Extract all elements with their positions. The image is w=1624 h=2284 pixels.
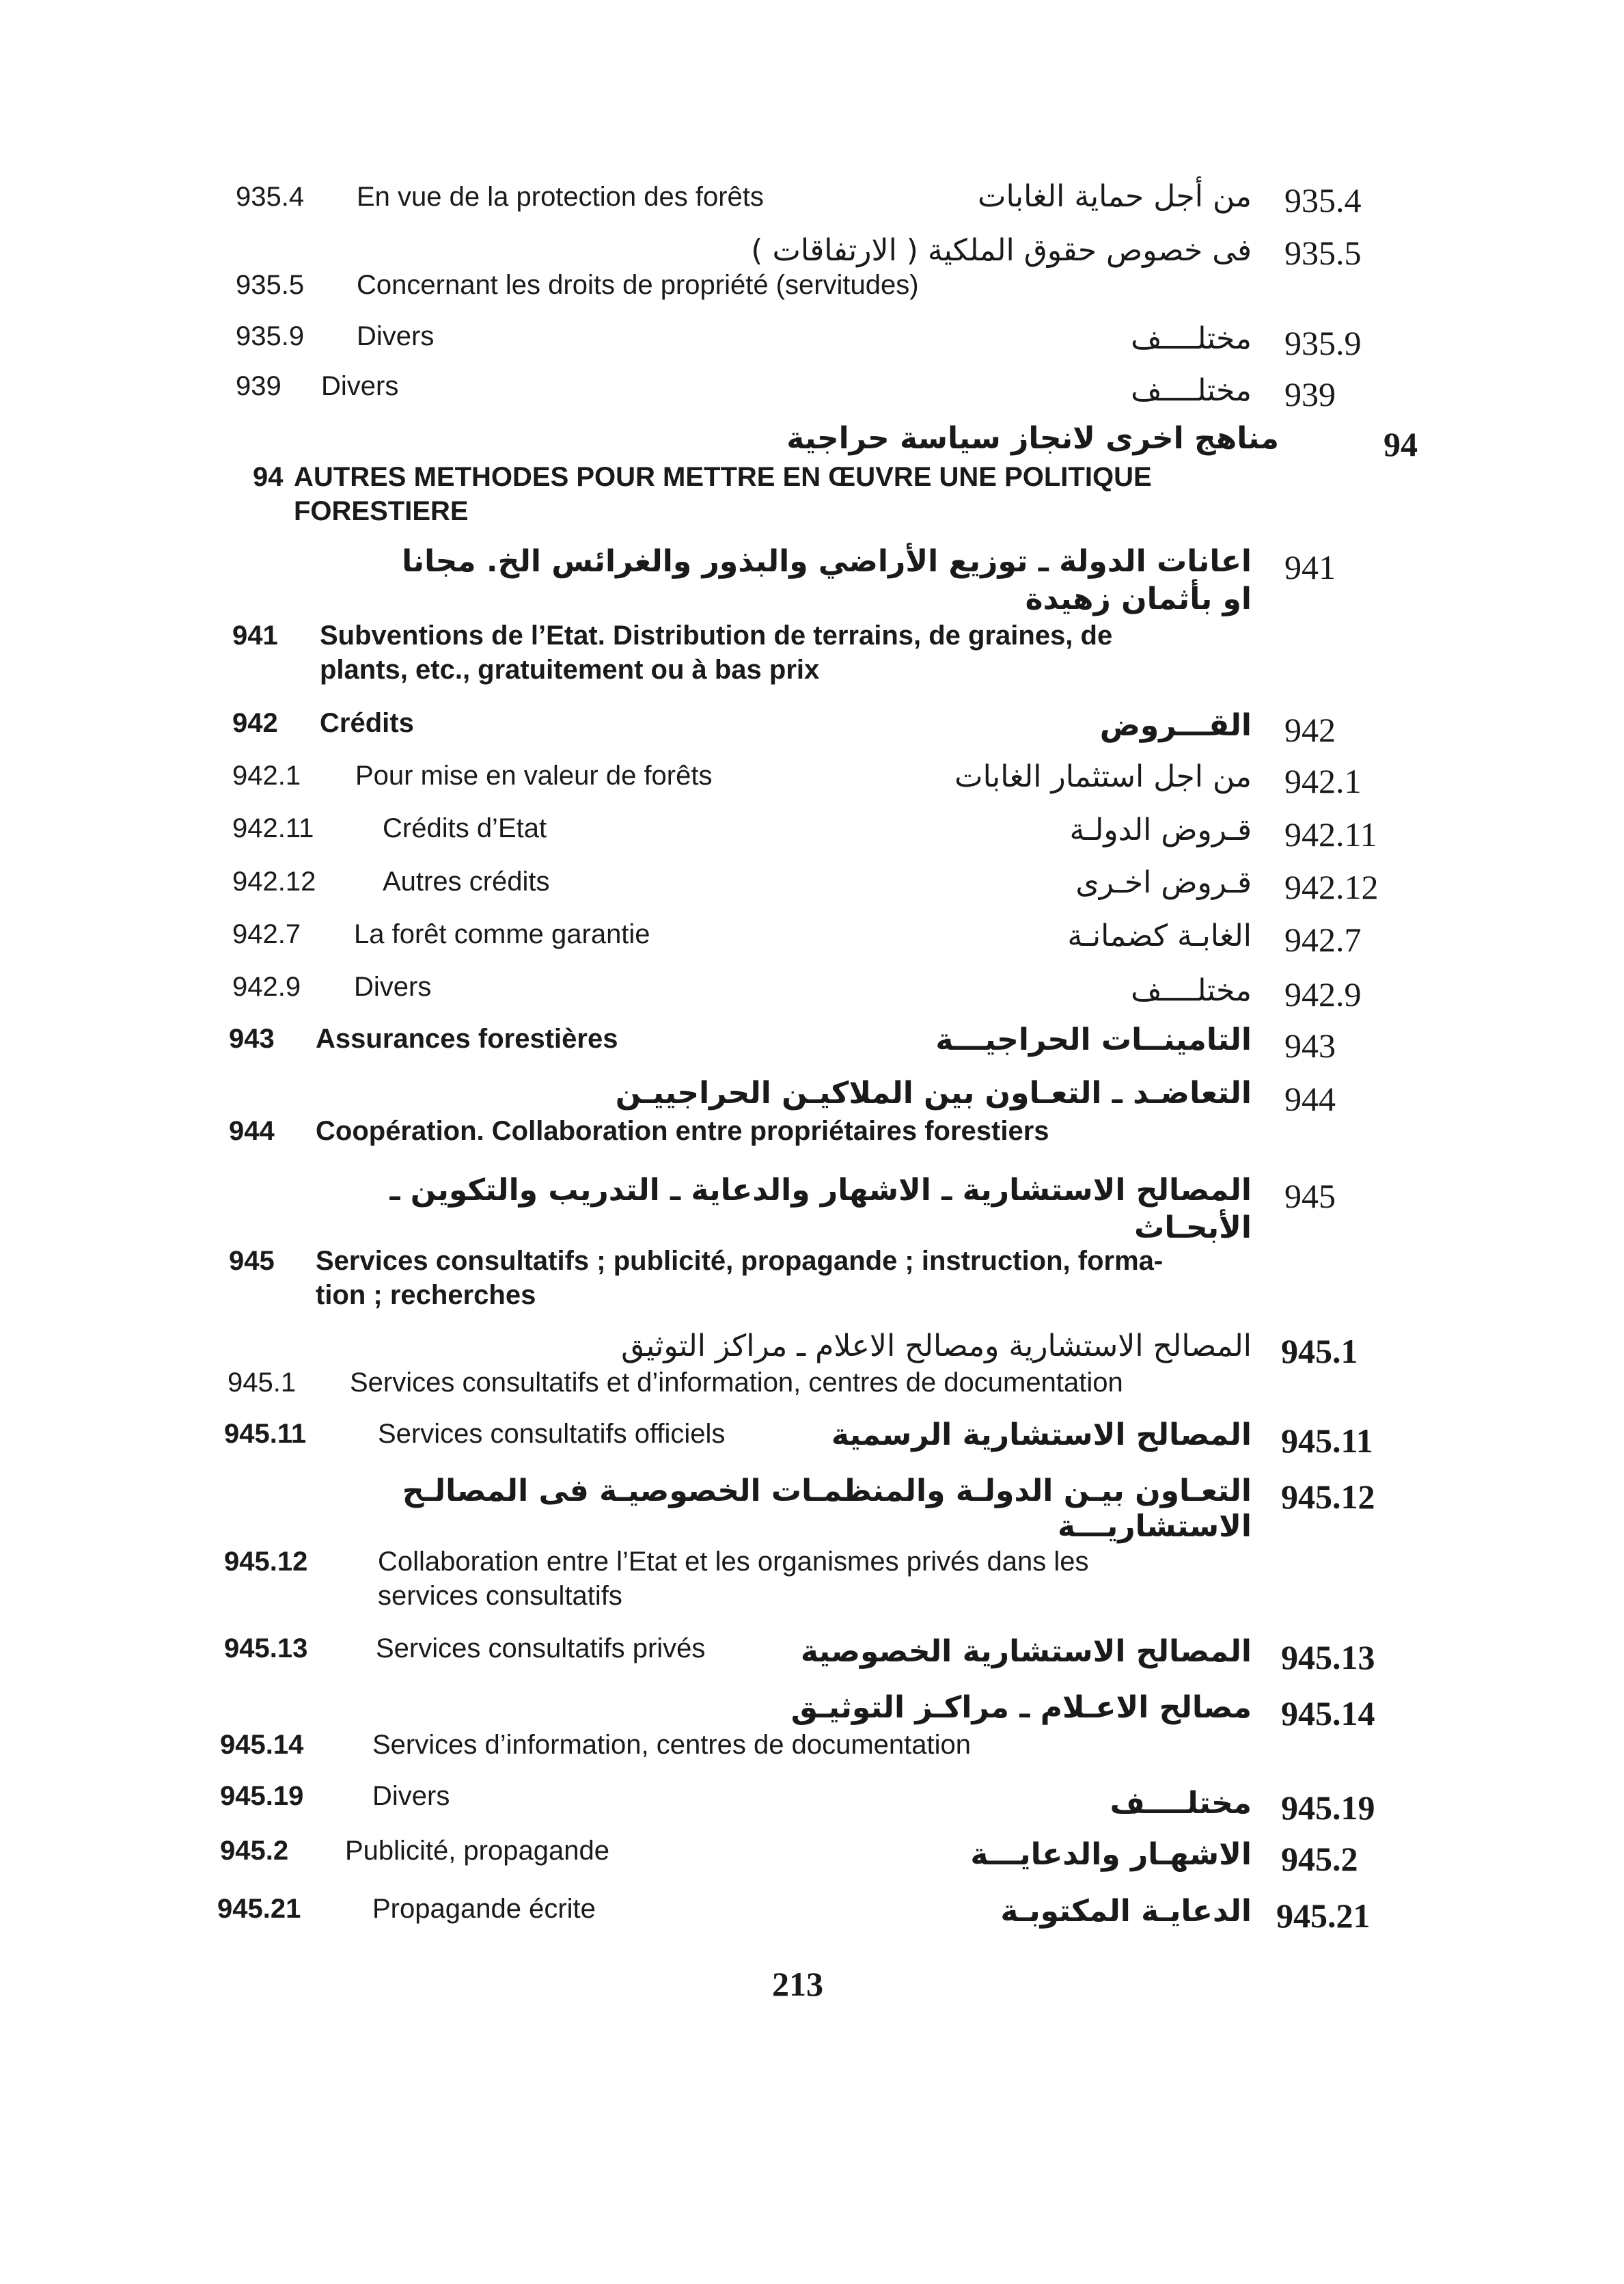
ar-entry-text: المصالح الاستشارية ـ الاشهار والدعاية ـ التدريب والتكوين ـ [389, 1173, 1252, 1208]
ar-entry-text-cont: الأبحـاث [1134, 1210, 1252, 1245]
ar-number: 935.9 [1284, 324, 1362, 362]
fr-entry-text: Divers [372, 1781, 450, 1811]
ar-number: 935.5 [1284, 234, 1362, 272]
ar-number: 945 [1284, 1177, 1336, 1215]
ar-number: 943 [1284, 1027, 1336, 1065]
fr-entry-text: Pour mise en valeur de forêts [355, 761, 713, 791]
ar-number: 945.14 [1281, 1694, 1375, 1732]
fr-entry-text: Collaboration entre l’Etat et les organismes privés dans les [378, 1547, 1089, 1577]
ar-number: 945.1 [1281, 1332, 1358, 1370]
fr-entry-text-cont: plants, etc., gratuitement ou à bas prix [320, 655, 820, 685]
ar-number: 935.4 [1284, 181, 1362, 219]
fr-number: 939 [236, 371, 281, 401]
ar-entry-text: الاشهـار والدعايـــة [970, 1837, 1252, 1872]
fr-number: 94 [253, 462, 284, 492]
ar-entry-text: القـــروض [1099, 708, 1252, 743]
fr-number: 945.2 [220, 1836, 289, 1866]
fr-number: 941 [232, 621, 278, 651]
ar-entry-text-cont: الاستشاريـــة [1057, 1509, 1252, 1544]
fr-number: 945.19 [220, 1781, 304, 1811]
ar-entry-text: المصالح الاستشارية ومصالح الاعلام ـ مراكز التوثيق [621, 1329, 1252, 1363]
fr-entry-text: Crédits [320, 708, 414, 738]
fr-entry-text: Coopération. Collaboration entre propriétaires forestiers [316, 1116, 1049, 1146]
ar-number: 942.7 [1284, 921, 1362, 959]
ar-entry-text: مختلــــف [1110, 1786, 1252, 1821]
fr-number: 942.12 [232, 867, 316, 897]
ar-number: 945.2 [1281, 1840, 1358, 1878]
ar-entry-text: مختلــــف [1131, 321, 1252, 356]
ar-entry-text: المصالح الاستشارية الخصوصية [800, 1634, 1252, 1669]
fr-number: 935.4 [236, 182, 305, 212]
fr-number: 935.9 [236, 321, 305, 351]
ar-entry-text: الدعايـة المكتوبـة [1000, 1894, 1252, 1929]
ar-number: 945.13 [1281, 1638, 1375, 1676]
ar-entry-text: مناهج اخرى لانجاز سياسة حراجية [786, 421, 1279, 456]
ar-entry-text: التعـاون بيـن الدولـة والمنظمـات الخصوصيـة فى المصالـح [402, 1473, 1252, 1508]
fr-entry-text-cont: tion ; recherches [316, 1280, 536, 1310]
ar-entry-text: التامينــات الحراجيـــة [935, 1022, 1252, 1057]
fr-number: 942.11 [232, 813, 314, 843]
ar-number: 942.11 [1284, 815, 1377, 854]
fr-entry-text: AUTRES METHODES POUR METTRE EN ŒUVRE UNE POLITIQUE [294, 462, 1152, 492]
fr-number: 945.1 [228, 1368, 297, 1398]
fr-entry-text: Assurances forestières [316, 1024, 618, 1054]
fr-entry-text: Subventions de l’Etat. Distribution de terrains, de graines, de [320, 621, 1113, 651]
fr-entry-text: Services d’information, centres de documentation [372, 1730, 972, 1760]
fr-entry-text: Propagande écrite [372, 1894, 596, 1924]
fr-number: 945 [229, 1246, 275, 1276]
fr-entry-text: Divers [321, 371, 399, 401]
fr-entry-text-cont: FORESTIERE [294, 496, 469, 526]
ar-number: 945.12 [1281, 1478, 1375, 1516]
fr-entry-text: Services consultatifs et d’information, centres de documentation [350, 1368, 1123, 1398]
ar-entry-text-cont: او بأثمان زهيدة [1025, 582, 1252, 616]
ar-number: 942.9 [1284, 975, 1362, 1014]
ar-number: 941 [1284, 548, 1336, 586]
fr-number: 935.5 [236, 270, 305, 300]
fr-entry-text: Divers [354, 972, 432, 1002]
ar-entry-text: قـروض الدولـة [1069, 813, 1252, 847]
ar-number: 942 [1284, 711, 1336, 749]
fr-entry-text: Services consultatifs ; publicité, propagande ; instruction, forma- [316, 1246, 1164, 1276]
ar-number: 944 [1284, 1080, 1336, 1118]
ar-entry-text: قـروض اخـرى [1075, 865, 1252, 900]
fr-entry-text: La forêt comme garantie [354, 919, 650, 949]
ar-number: 945.11 [1281, 1422, 1373, 1460]
fr-number: 945.11 [224, 1419, 307, 1449]
ar-number: 942.1 [1284, 762, 1362, 800]
fr-number: 945.21 [217, 1894, 301, 1924]
ar-entry-text: من أجل حماية الغابات [978, 179, 1252, 214]
fr-entry-text: Services consultatifs privés [376, 1633, 706, 1663]
fr-entry-text: Concernant les droits de propriété (servitudes) [357, 270, 919, 300]
fr-number: 945.13 [224, 1633, 308, 1663]
fr-entry-text: En vue de la protection des forêts [357, 182, 764, 212]
ar-entry-text: فى خصوص حقوق الملكية ( الارتفاقات ) [751, 233, 1252, 268]
fr-entry-text: Divers [357, 321, 435, 351]
fr-number: 942.7 [232, 919, 301, 949]
ar-entry-text: اعانات الدولة ـ توزيع الأراضي والبذور والغرائس الخ. مجانا [402, 544, 1252, 579]
ar-entry-text: التعاضـد ـ التعـاون بين الملاكيـن الحراجييـن [615, 1076, 1252, 1111]
fr-number: 944 [229, 1116, 275, 1146]
ar-entry-text: مصالح الاعـلام ـ مراكـز التوثيـق [790, 1690, 1252, 1725]
ar-entry-text: المصالح الاستشارية الرسمية [831, 1417, 1252, 1452]
fr-number: 943 [229, 1024, 275, 1054]
fr-number: 942 [232, 708, 278, 738]
fr-entry-text: Services consultatifs officiels [378, 1419, 726, 1449]
fr-entry-text: Autres crédits [383, 867, 550, 897]
fr-entry-text-cont: services consultatifs [378, 1581, 622, 1611]
ar-entry-text: مختلــــف [1131, 973, 1252, 1008]
ar-number: 94 [1384, 425, 1418, 463]
fr-number: 945.14 [220, 1730, 304, 1760]
ar-number: 945.19 [1281, 1789, 1375, 1827]
fr-number: 942.9 [232, 972, 301, 1002]
fr-number: 945.12 [224, 1547, 308, 1577]
ar-number: 942.12 [1284, 868, 1379, 906]
page-number: 213 [772, 1965, 823, 2003]
fr-entry-text: Publicité, propagande [345, 1836, 609, 1866]
fr-number: 942.1 [232, 761, 301, 791]
ar-entry-text: من اجل استثمار الغابات [954, 759, 1252, 794]
fr-entry-text: Crédits d’Etat [383, 813, 547, 843]
ar-number: 945.21 [1276, 1896, 1371, 1935]
ar-entry-text: مختلــــف [1131, 373, 1252, 408]
ar-number: 939 [1284, 375, 1336, 413]
ar-entry-text: الغابـة كضمانـة [1067, 919, 1252, 953]
